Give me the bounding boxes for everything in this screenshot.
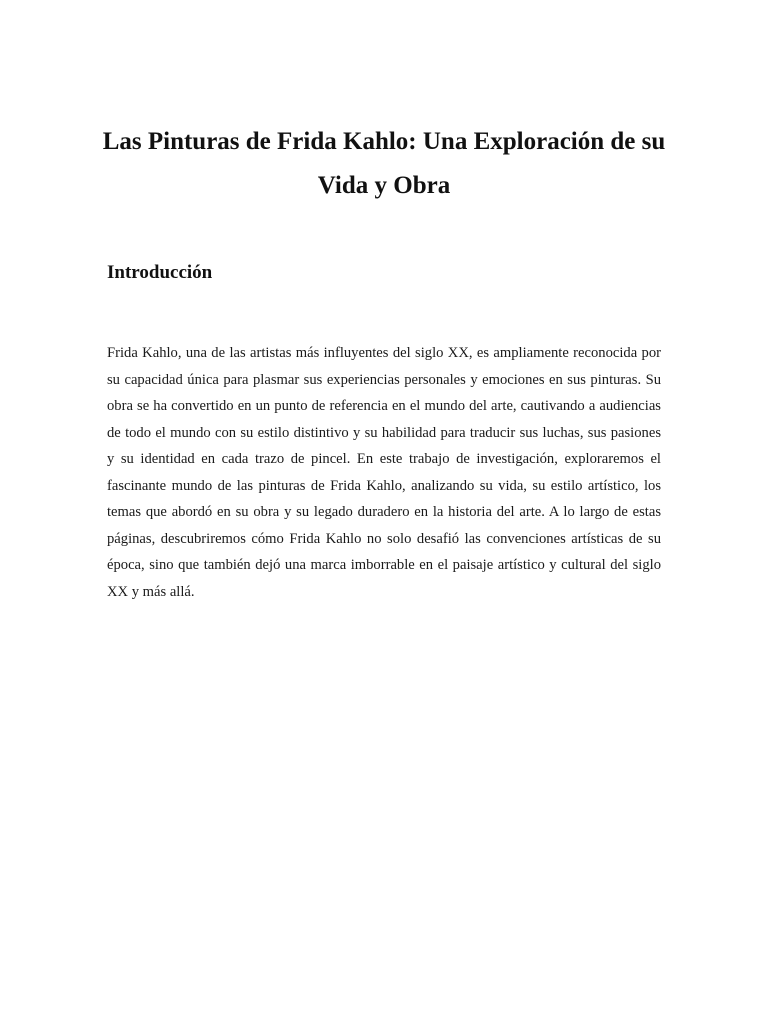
section-heading-introduccion: Introducción [107,262,213,283]
document-title: Las Pinturas de Frida Kahlo: Una Exploración de su Vida y Obra [102,128,666,199]
introduction-paragraph: Frida Kahlo, una de las artistas más influyentes del siglo XX, es ampliamente reconocida por su capacidad única para plasmar sus experiencias personales y emociones en sus pinturas. Su obra se ha convertido en un punto de referencia en el mundo del arte, cautivando a audiencias de todo el mundo con su estilo distintivo y su habilidad para traducir sus luchas, sus pasiones y su identidad en cada trazo de pincel. En este trabajo de investigación, exploraremos el fascinante mundo de las pinturas de Frida Kahlo, analizando su vida, su estilo artístico, los temas que abordó en su obra y su legado duradero en la historia del arte. A lo largo de estas páginas, descubriremos cómo Frida Kahlo no solo desafió las convenciones artísticas de su época, sino que también dejó una marca imborrable en el paisaje artístico y cultural del siglo XX y más allá. [107,345,661,600]
